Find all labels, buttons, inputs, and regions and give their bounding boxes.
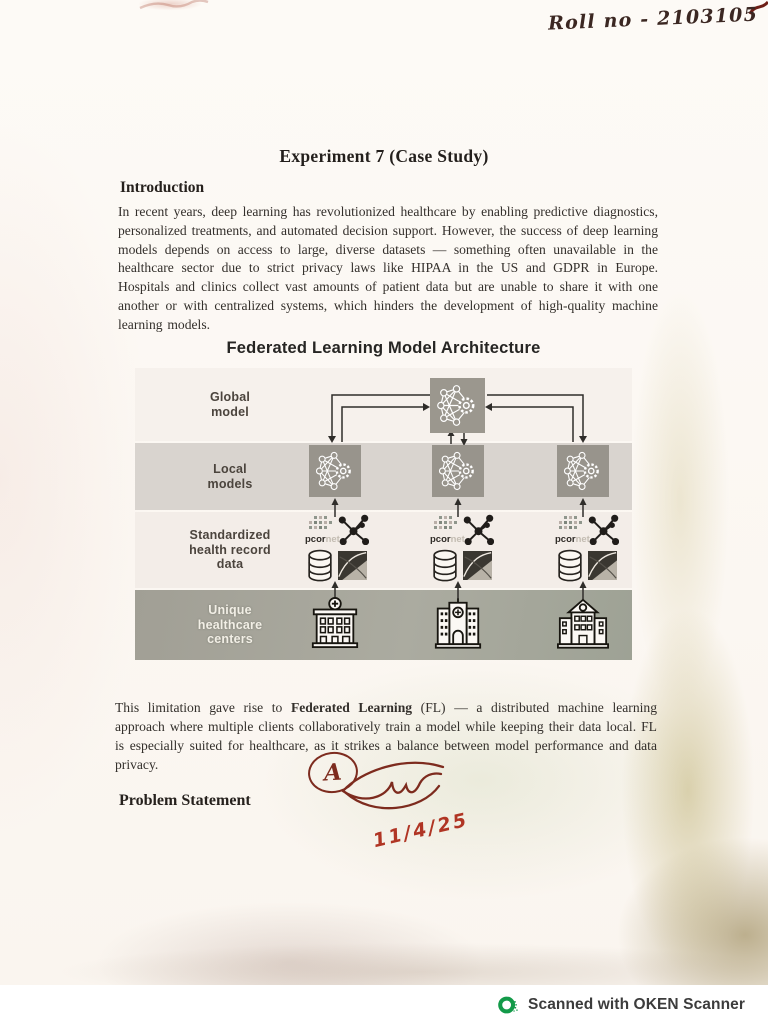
pcornet-logo: [430, 534, 465, 545]
pcornet-logo-light: net: [325, 534, 340, 545]
handwritten-roll-number: Roll no - 2103105: [547, 3, 759, 35]
dot-matrix-icon: [430, 516, 460, 532]
health-record-data-group: [430, 514, 494, 586]
pcornet-logo-light: net: [450, 534, 465, 545]
local-model-node: [309, 445, 361, 497]
data-chart-icon: [463, 551, 492, 580]
dot-matrix-icon: [305, 516, 335, 532]
health-record-data-group: [555, 514, 619, 586]
oken-scanner-logo-icon: [497, 994, 519, 1016]
fl-paragraph-bold-term: Federated Learning: [290, 699, 413, 715]
row-label-health-record-data: Standardized health record data: [189, 528, 271, 571]
fl-paragraph-pre: This limitation gave rise to: [115, 699, 291, 715]
fl-paragraph-post: (FL) — a distributed machine learning approach where multiple clients collaboratively train a model while keeping their data local. FL is especially suited for healthcare, as it strikes a balance between model performance and data privacy.: [115, 699, 657, 772]
dot-matrix-icon: [555, 516, 585, 532]
introduction-heading: Introduction: [120, 179, 205, 196]
database-icon: [305, 547, 335, 585]
pcornet-logo-light: net: [575, 534, 590, 545]
data-chart-icon: [588, 551, 617, 580]
pcornet-logo-bold: pcor: [305, 534, 326, 545]
data-network-icon: [588, 514, 619, 545]
neural-network-icon: [313, 449, 357, 493]
faint-ink-smudge: [130, 0, 250, 14]
health-record-data-group: [305, 514, 369, 586]
hospital-building-icon: [308, 594, 362, 652]
local-model-node: [557, 445, 609, 497]
local-model-node: [432, 445, 484, 497]
handwritten-grade: A: [323, 758, 343, 787]
scanner-footer: [0, 985, 768, 1024]
database-icon: [430, 547, 460, 585]
neural-network-icon: [434, 382, 481, 429]
introduction-paragraph: In recent years, deep learning has revolutionized healthcare by enabling predictive diagnostics, personalized treatments, and automated decision support. However, the success of deep learning models depends on access to large, diverse datasets — something often unavailable in the healthcare sector due to strict privacy laws like HIPAA in the US and GDPR in Europe. Hospitals and clinics collect vast amounts of patient data but are unable to share it with one another or with centralized systems, which hinders the development of high-quality machine learning models.: [118, 204, 658, 332]
data-network-icon: [463, 514, 494, 545]
hospital-building-icon: [556, 594, 610, 652]
document-title: Experiment 7 (Case Study): [279, 146, 489, 166]
database-icon: [555, 547, 585, 585]
pcornet-logo: [305, 534, 340, 545]
pcornet-logo: [555, 534, 590, 545]
neural-network-icon: [436, 449, 480, 493]
row-label-healthcare-centers: Unique healthcare centers: [197, 603, 263, 646]
hospital-building-icon: [431, 594, 485, 652]
row-label-local-models: Local models: [207, 462, 253, 491]
row-label-global-model: Global model: [209, 390, 251, 419]
diagram-title: Federated Learning Model Architecture: [226, 339, 541, 357]
data-chart-icon: [338, 551, 367, 580]
federated-learning-diagram: [135, 368, 632, 663]
pcornet-logo-bold: pcor: [430, 534, 451, 545]
data-network-icon: [338, 514, 369, 545]
neural-network-icon: [561, 449, 605, 493]
scanner-footer-text: Scanned with OKEN Scanner: [528, 995, 745, 1013]
pcornet-logo-bold: pcor: [555, 534, 576, 545]
global-model-node: [430, 378, 485, 433]
problem-statement-heading: Problem Statement: [119, 792, 251, 809]
handwritten-date: 11/4/25: [370, 808, 471, 853]
